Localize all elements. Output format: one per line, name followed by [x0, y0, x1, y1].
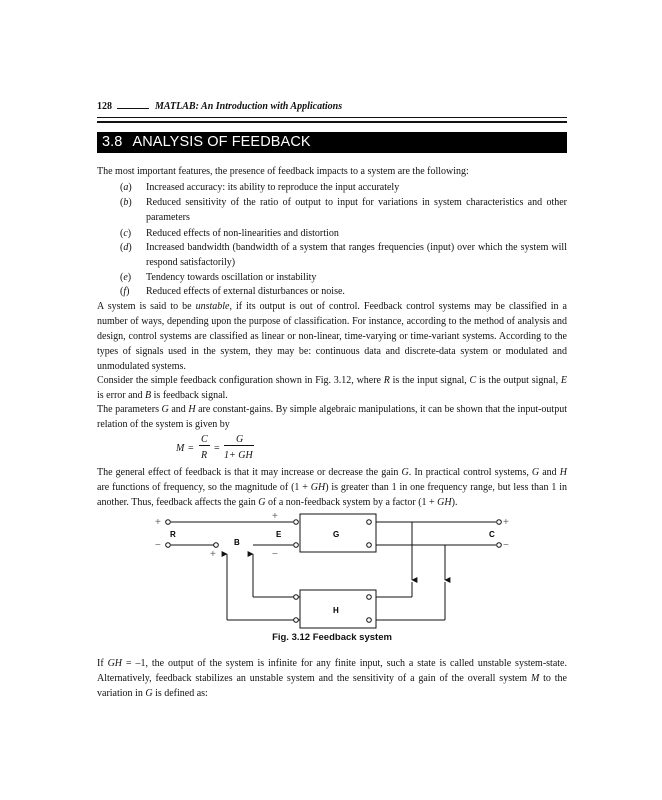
g-in-bottom-terminal [294, 543, 299, 548]
formula-fraction-bar-1 [199, 445, 210, 446]
feature-label: (d) [120, 242, 132, 253]
running-head-dash [117, 108, 149, 109]
feature-text: Increased bandwidth (bandwidth of a system that ranges frequencies (input) over which the system will respond satisfactorily) [146, 242, 567, 268]
figure-caption: Fig. 3.12 Feedback system [272, 632, 392, 643]
header-rule-thick [97, 121, 567, 123]
text-run: ) is greater than 1 in one frequency range, but less than 1 in another. Thus, feedback affects the gain [97, 482, 567, 508]
math-symbol: GH [107, 658, 123, 669]
section-number: 3.8 [102, 134, 123, 150]
math-symbol: GH [437, 497, 452, 508]
text-run: of a non-feedback system by a factor (1 + [265, 497, 438, 508]
section-title: ANALYSIS OF FEEDBACK [132, 134, 311, 150]
formula-fraction-bar-2 [224, 445, 254, 446]
text-run: is error and [97, 390, 146, 401]
feature-text: Reduced effects of external disturbances or noise. [146, 286, 345, 297]
feature-text: Reduced effects of non-linearities and distortion [146, 228, 339, 239]
feedback-system-diagram [150, 510, 520, 630]
input-minus-sign: − [155, 540, 161, 551]
g-out-bottom-terminal [367, 543, 372, 548]
feature-text: Increased accuracy: its ability to reproduce the input accurately [146, 182, 400, 193]
output-plus-sign: + [503, 517, 509, 528]
formula-numerator-g: G [236, 434, 244, 445]
h-right-bottom-terminal [367, 618, 372, 623]
text-run: to the variation in [97, 673, 567, 699]
unstable-paragraph [97, 299, 567, 374]
formula-numerator-c: C [201, 434, 208, 445]
label-g: G [333, 530, 340, 539]
feature-label: (e) [120, 272, 132, 283]
feature-label: (a) [120, 182, 132, 193]
text-run: The parameters [97, 404, 162, 415]
unstable-term: unstable [195, 301, 230, 312]
math-symbol: B [145, 390, 152, 401]
input-terminal-top [166, 520, 171, 525]
book-title: MATLAB: An Introduction with Applications [155, 101, 343, 112]
section-heading [97, 132, 567, 153]
feature-label: (b) [120, 197, 132, 208]
unstable-text-start: A system is said to be [97, 301, 196, 312]
math-symbol: G [258, 497, 266, 508]
g-out-top-terminal [367, 520, 372, 525]
label-h: H [333, 606, 339, 615]
output-terminal-bottom [497, 543, 502, 548]
formula-lhs: M [176, 443, 185, 454]
feature-item-b [120, 195, 567, 225]
e-minus-sign: − [272, 549, 278, 560]
g-in-top-terminal [294, 520, 299, 525]
consider-paragraph [97, 373, 567, 403]
text-run: Consider the simple feedback configuration shown in Fig. 3.12, where [97, 375, 384, 386]
math-symbol: H [559, 467, 567, 478]
label-e: E [276, 530, 282, 539]
feature-text: Reduced sensitivity of the ratio of output to input for variations in system characteristics and other parameters [146, 197, 567, 223]
math-symbol: R [383, 375, 390, 386]
output-terminal-top [497, 520, 502, 525]
feature-item-c [120, 226, 567, 241]
formula-denominator-gh: 1+ GH [224, 450, 253, 461]
text-run: = –1, the output of the system is infinite for any finite input, such a state is called unstable system-state. Alternatively, feedback stabilizes an unstable system and the sensitivity of a gain of the overall system [97, 658, 567, 684]
text-run: is feedback signal. [151, 390, 228, 401]
math-symbol: E [560, 375, 567, 386]
text-run: are constant-gains. By simple algebraic manipulations, it can be shown that the input-output relation of the system is given by [97, 404, 567, 430]
formula-equals-1: = [188, 443, 194, 454]
input-plus-sign: + [155, 517, 161, 528]
math-symbol: M [530, 673, 540, 684]
text-run: is the input signal, [389, 375, 470, 386]
page-number: 128 [97, 101, 112, 112]
math-symbol: GH [310, 482, 326, 493]
intro-paragraph: The most important features, the presence of feedback impacts to a system are the following: [97, 166, 469, 177]
feature-item-e [120, 270, 567, 285]
text-run: The general effect of feedback is that it may increase or decrease the gain [97, 467, 402, 478]
math-symbol: G [161, 404, 169, 415]
text-run: and [168, 404, 189, 415]
text-run: is the output signal, [476, 375, 561, 386]
feature-item-d [120, 240, 567, 270]
final-paragraph [97, 656, 567, 701]
e-plus-sign: + [272, 511, 278, 522]
running-head [97, 101, 567, 117]
unstable-text-end: , if its output is out of control. Feedback control systems may be classified in a number of ways, depending upon the purpose of classification. For instance, according to the method of analysis and design, control systems are classified as linear or non-linear, time-varying or time-variant systems. According to the types of signals used in the system, they may be: continuous data and discrete-data system or modulated and unmodulated systems. [97, 301, 567, 372]
b-plus-sign: + [210, 549, 216, 560]
math-symbol: G [531, 467, 540, 478]
general-effect-paragraph [97, 465, 567, 510]
label-r: R [170, 530, 176, 539]
text-run: are functions of frequency, so the magnitude of (1 + [97, 482, 311, 493]
text-run: ). [451, 497, 458, 508]
feature-text: Tendency towards oscillation or instability [146, 272, 317, 283]
h-left-top-terminal [294, 595, 299, 600]
text-run: and [539, 467, 560, 478]
math-symbol: H [188, 404, 196, 415]
formula-equals-2: = [214, 443, 220, 454]
feature-label: (f) [120, 286, 130, 297]
label-c: C [489, 530, 495, 539]
header-rule-thin [97, 117, 567, 118]
text-run: . In practical control systems, [408, 467, 532, 478]
output-minus-sign: − [503, 540, 509, 551]
math-symbol: C [469, 375, 477, 386]
feature-item-a [120, 180, 567, 195]
input-terminal-bottom [166, 543, 171, 548]
label-b: B [234, 538, 240, 547]
feature-label: (c) [120, 228, 132, 239]
transfer-function-formula [176, 431, 296, 469]
math-symbol: G [145, 688, 153, 699]
text-run: is defined as: [152, 688, 208, 699]
math-symbol: G [401, 467, 409, 478]
formula-denominator-r: R [201, 450, 208, 461]
text-run: If [97, 658, 108, 669]
feature-item-f [120, 284, 567, 299]
parameters-paragraph [97, 402, 567, 432]
h-right-top-terminal [367, 595, 372, 600]
h-left-bottom-terminal [294, 618, 299, 623]
b-terminal [214, 543, 219, 548]
